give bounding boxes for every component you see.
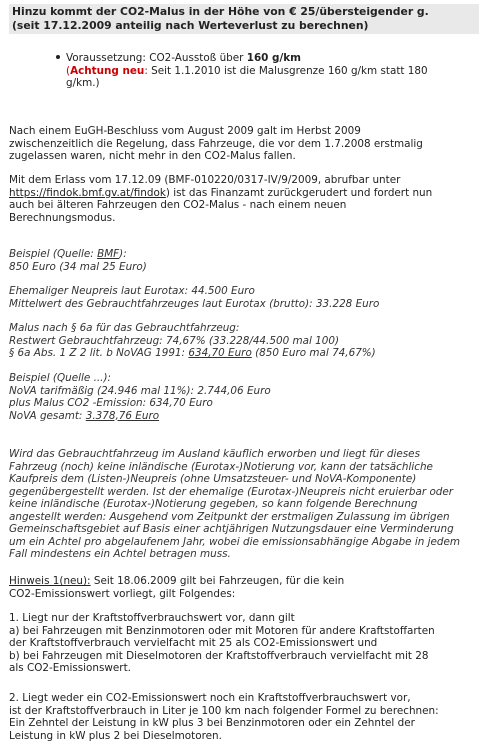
sechs-a-value: 634,70 Euro <box>188 347 252 359</box>
hinweis-line-1: Seit 18.06.2009 gilt bei Fahrzeugen, für die kein <box>90 575 345 587</box>
achtung-label: Achtung neu <box>70 64 145 77</box>
nova-tarif-line: NoVA tarifmäßig (24.946 mal 11%): 2.744,06 Euro <box>9 384 271 397</box>
ausland-line: keine inländische (Eurotax-)Notierung gegeben, so kann folgende Berechnung <box>9 498 418 510</box>
ausland-line: Gemeinschaftsgebiet auf Basis einer achtjährigen Nutzungsdauer eine Verminderung <box>9 523 454 535</box>
nova-gesamt-label: NoVA gesamt: <box>9 409 86 422</box>
eurotax-block <box>9 285 481 310</box>
ausland-line: Kaufpreis dem (Listen-)Neupreis (ohne Umsatzsteuer- und NoVA-Komponente) <box>9 473 417 485</box>
eugh-line: Nach einem EuGH-Beschluss vom August 2009 galt im Herbst 2009 <box>9 125 361 137</box>
point1-line: 1. Liegt nur der Kraftstoffverbrauchswert vor, dann gilt <box>9 612 295 624</box>
nova-block <box>9 372 481 422</box>
achtung-colon: : <box>144 64 148 77</box>
findok-link[interactable]: https://findok.bmf.gv.at/findok <box>9 186 166 199</box>
section-header <box>9 4 479 34</box>
erlass-paragraph <box>9 174 481 224</box>
quelle2-line: Beispiel (Quelle ...): <box>9 372 112 384</box>
malus-block <box>9 322 481 360</box>
eugh-line: zugelassen waren, nicht mehr in den CO2-Malus fallen. <box>9 150 296 162</box>
bmf-link[interactable]: BMF <box>97 248 120 260</box>
point1-line: a) bei Fahrzeugen mit Benzinmotoren oder mit Motoren für andere Kraftstoffarten <box>9 624 435 637</box>
ausland-line: um ein Achtel pro abgelaufenem Jahr, wobei die emissionsabhängige Abgabe in jedem <box>9 535 461 548</box>
restwert-line: Restwert Gebrauchtfahrzeug: 74,67% (33.228/44.500 mal 100) <box>9 334 340 347</box>
example-source-label: Beispiel (Quelle: <box>9 248 98 260</box>
achtung-text-2: g/km.) <box>66 77 100 89</box>
erlass-line-1: Mit dem Erlass vom 17.12.09 (BMF-010220/0317-IV/9/2009, abrufbar unter <box>9 174 401 186</box>
plus-malus-line: plus Malus CO2 -Emission: 634,70 Euro <box>9 397 213 409</box>
header-line-2: (seit 17.12.2009 anteilig nach Werteverlust zu berechnen) <box>12 19 369 32</box>
example-source <box>9 248 481 273</box>
example-source-close: ): <box>119 248 127 260</box>
point1-line: als CO2-Emissionswert. <box>9 662 131 674</box>
requirement-prefix: Voraussetzung: CO2-Ausstoß über <box>66 52 247 64</box>
header-line-1: Hinzu kommt der CO2-Malus in der Höhe von € 25/übersteigender g. <box>12 5 429 18</box>
malus-head: Malus nach § 6a für das Gebrauchtfahrzeug: <box>9 322 240 334</box>
neupreis-line: Ehemaliger Neupreis laut Eurotax: 44.500 Euro <box>9 285 255 297</box>
requirement-value: 160 g/km <box>246 52 301 64</box>
bullet-icon <box>56 55 60 59</box>
sechs-a-label: § 6a Abs. 1 Z 2 lit. b NoVAG 1991: <box>9 347 189 359</box>
achtung-open: ( <box>66 64 71 77</box>
erlass-line-4: Berechnungsmodus. <box>9 211 116 224</box>
point1-line: der Kraftstoffverbrauch vervielfacht mit 25 als CO2-Emissionswert und <box>9 637 378 649</box>
requirement-bullet <box>66 52 466 90</box>
point2-line: ist der Kraftstoffverbrauch in Liter je 100 km nach folgender Formel zu berechnen: <box>9 704 439 717</box>
ausland-paragraph <box>9 448 481 561</box>
eugh-line: zwischenzeitlich die Regelung, dass Fahrzeuge, die vor dem 1.7.2008 erstmalig <box>9 137 423 150</box>
erlass-line-3: auch bei älteren Fahrzeugen den CO2-Malus - nach einem neuen <box>9 199 347 211</box>
ausland-line: gegenübergestellt werden. Ist der ehemalige (Eurotax-)Neupreis nicht eruierbar oder <box>9 485 454 498</box>
point2-line: Leistung in kW plus 2 bei Dieselmotoren. <box>9 729 222 742</box>
ausland-line: Fahrzeug (noch) keine inländische (Eurotax-)Notierung vor, kann der tatsächliche <box>9 460 433 473</box>
mittelwert-line: Mittelwert des Gebrauchtfahrzeuges laut Eurotax (brutto): 33.228 Euro <box>9 297 380 310</box>
ausland-line: Fall mindestens ein Achtel betragen muss. <box>9 548 231 560</box>
eugh-paragraph <box>9 125 481 163</box>
hinweis-paragraph <box>9 575 481 600</box>
sechs-a-note: (850 Euro mal 74,67%) <box>251 347 376 359</box>
achtung-text: Seit 1.1.2010 ist die Malusgrenze 160 g/km statt 180 <box>147 64 428 77</box>
point2-line: 2. Liegt weder ein CO2-Emissionswert noch ein Kraftstoffverbrauchswert vor, <box>9 692 411 704</box>
nova-gesamt-value: 3.378,76 Euro <box>85 409 160 422</box>
hinweis-label: Hinweis 1(neu): <box>9 575 91 587</box>
erlass-line-2: ) ist das Finanzamt zurückgerudert und fordert nun <box>165 186 433 199</box>
malus-total: 850 Euro (34 mal 25 Euro) <box>9 260 147 273</box>
point2-line: Ein Zehntel der Leistung in kW plus 3 bei Benzinmotoren oder ein Zehntel der <box>9 717 415 729</box>
point-1 <box>9 612 481 675</box>
hinweis-line-2: CO2-Emissionswert vorliegt, gilt Folgendes: <box>9 587 236 600</box>
ausland-line: Wird das Gebrauchtfahrzeug im Ausland käuflich erworben und liegt für dieses <box>9 448 420 460</box>
point1-line: b) bei Fahrzeugen mit Dieselmotoren der Kraftstoffverbrauch vervielfacht mit 28 <box>9 649 429 662</box>
ausland-line: angestellt werden: Ausgehend vom Zeitpunkt der erstmaligen Zulassung im übrigen <box>9 510 450 523</box>
point-2 <box>9 692 481 742</box>
